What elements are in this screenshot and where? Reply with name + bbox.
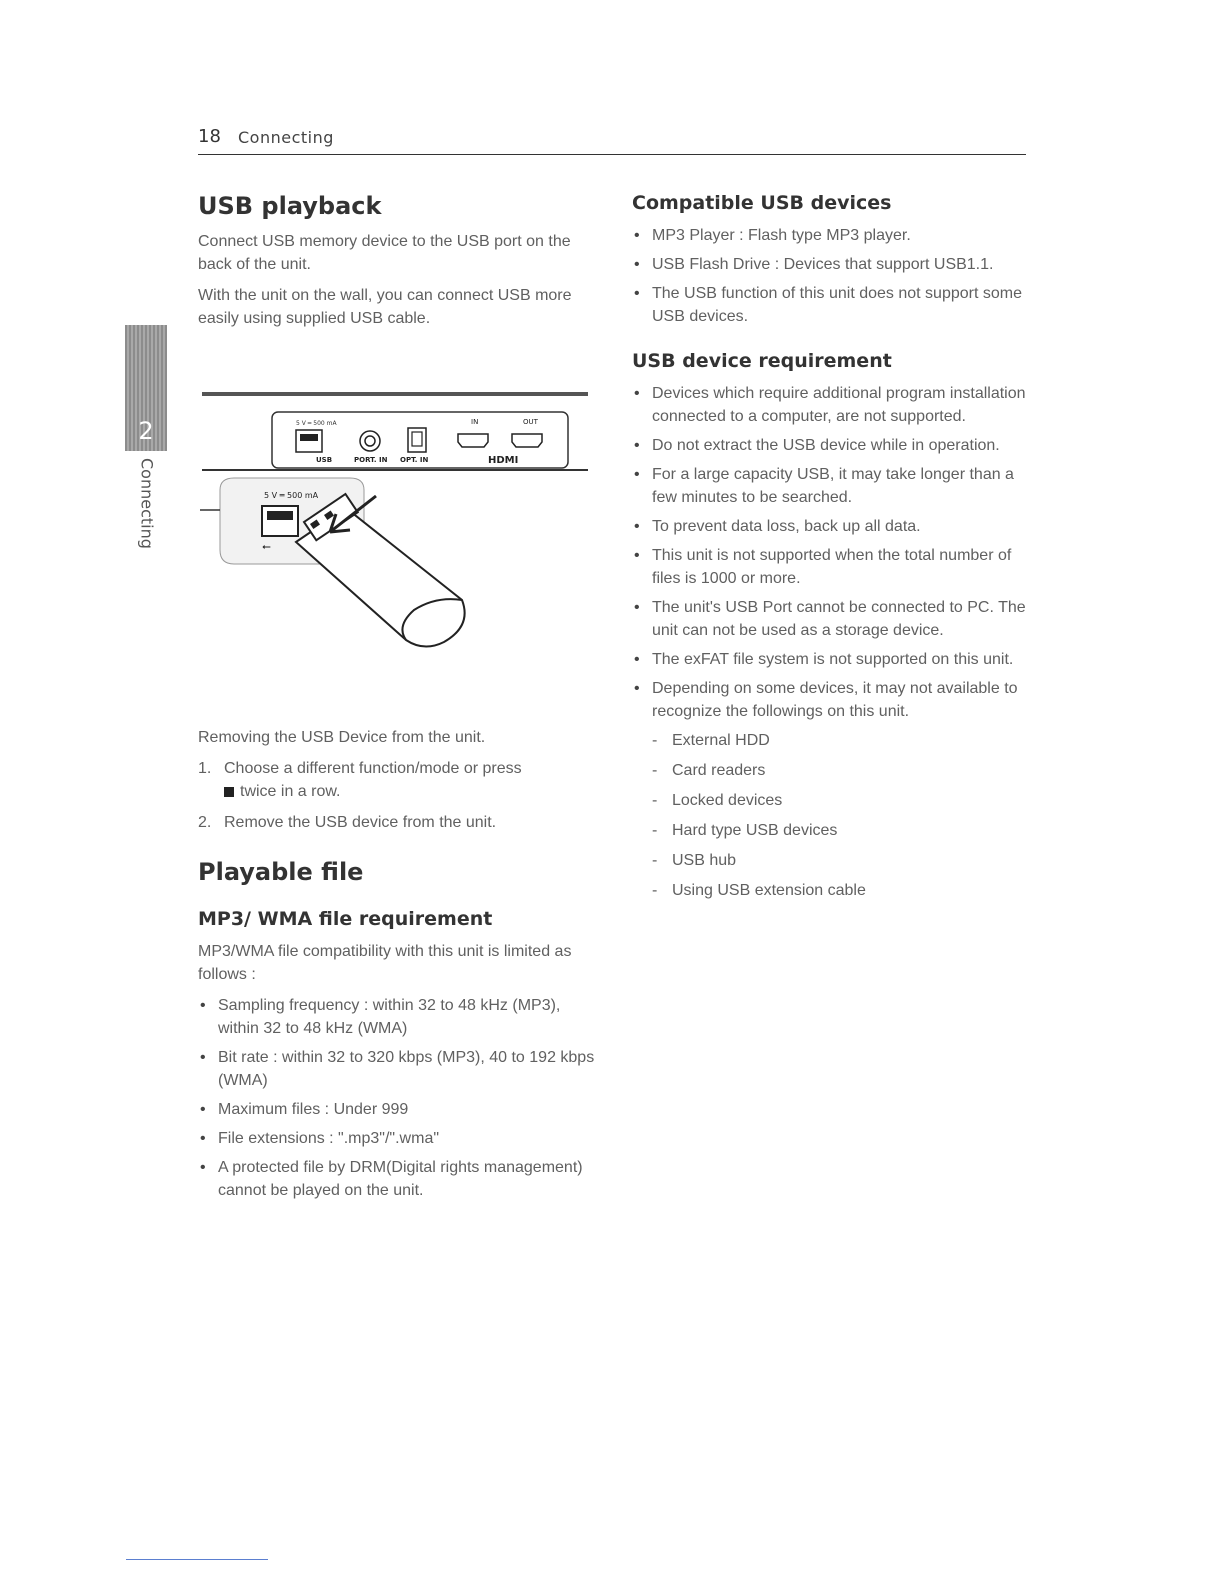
port-usb-label: USB xyxy=(316,456,333,464)
list-item: • The USB function of this unit does not support some USB devices. xyxy=(632,282,1032,328)
removal-section xyxy=(198,726,598,842)
requirement-heading: USB device requirement xyxy=(632,350,892,372)
stop-icon xyxy=(224,787,234,797)
compatible-heading: Compatible USB devices xyxy=(632,192,892,214)
list-item: • To prevent data loss, back up all data. xyxy=(632,515,1032,538)
hdmi-out-label: OUT xyxy=(523,418,538,426)
usb-playback-paragraph: With the unit on the wall, you can connect USB more easily using supplied USB cable. xyxy=(198,287,572,327)
requirement-list xyxy=(632,382,1032,723)
usb-symbol-icon: ⭠ xyxy=(262,540,271,553)
list-item: • A protected file by DRM(Digital rights management) cannot be played on the unit. xyxy=(198,1156,598,1202)
removal-step: 1. Choose a different function/mode or press twice in a row. xyxy=(198,760,522,800)
hdmi-in-label: IN xyxy=(471,418,479,426)
zoom-usb-port-icon xyxy=(262,506,298,536)
list-item: • Depending on some devices, it may not available to recognize the followings on this unit. xyxy=(632,677,1032,723)
chapter-tab xyxy=(125,325,167,451)
chapter-number: 2 xyxy=(138,417,154,445)
playable-file-section xyxy=(198,858,598,1208)
mp3-wma-list xyxy=(198,994,598,1202)
usb-port-diagram xyxy=(200,390,590,670)
list-item: • Sampling frequency : within 32 to 48 kHz (MP3), within 32 to 48 kHz (WMA) xyxy=(198,994,598,1040)
page-header xyxy=(198,124,1026,155)
list-item: - External HDD xyxy=(632,729,1032,752)
hdmi-label: HDMI xyxy=(488,455,519,466)
left-column xyxy=(198,192,598,338)
usb-playback-heading: USB playback xyxy=(198,192,382,220)
port-voltage-label: 5 V ═ 500 mA xyxy=(296,420,337,427)
removal-intro: Removing the USB Device from the unit. xyxy=(198,729,486,746)
removal-steps xyxy=(198,757,598,834)
list-item: - Card readers xyxy=(632,759,1032,782)
usb-flash-drive-icon xyxy=(296,494,465,647)
mp3-wma-intro: MP3/WMA file compatibility with this unit is limited as follows : xyxy=(198,943,572,983)
opt-in-label: OPT. IN xyxy=(400,456,429,464)
unsupported-device-list xyxy=(632,729,1032,902)
port-in-label: PORT. IN xyxy=(354,456,388,464)
list-item: • File extensions : ".mp3"/".wma" xyxy=(198,1127,598,1150)
playable-file-heading: Playable file xyxy=(198,858,364,886)
hdmi-in-port-icon xyxy=(458,434,488,447)
chapter-side-label xyxy=(132,458,162,568)
list-item: • The unit's USB Port cannot be connected to PC. The unit can not be used as a storage device. xyxy=(632,596,1032,642)
list-item: - Using USB extension cable xyxy=(632,879,1032,902)
compatible-list xyxy=(632,224,1032,328)
list-item: • For a large capacity USB, it may take longer than a few minutes to be searched. xyxy=(632,463,1032,509)
zoom-voltage-label: 5 V ═ 500 mA xyxy=(264,491,319,500)
list-item: • Do not extract the USB device while in operation. xyxy=(632,434,1032,457)
list-item: • This unit is not supported when the total number of files is 1000 or more. xyxy=(632,544,1032,590)
right-column xyxy=(632,192,1032,909)
usb-playback-paragraph: Connect USB memory device to the USB port on the back of the unit. xyxy=(198,233,571,273)
list-item: - Locked devices xyxy=(632,789,1032,812)
list-item: • Bit rate : within 32 to 320 kbps (MP3), 40 to 192 kbps (WMA) xyxy=(198,1046,598,1092)
chapter-side-label-text: Connecting xyxy=(137,458,157,549)
removal-step: 2. Remove the USB device from the unit. xyxy=(198,814,497,831)
mp3-wma-heading: MP3/ WMA file requirement xyxy=(198,908,493,930)
list-item: • Devices which require additional program installation connected to a computer, are not supported. xyxy=(632,382,1032,428)
usb-connection-illustration xyxy=(200,390,590,670)
list-item: - Hard type USB devices xyxy=(632,819,1032,842)
section-title: Connecting xyxy=(238,128,334,147)
list-item: • The exFAT file system is not supported on this unit. xyxy=(632,648,1032,671)
page-number: 18 xyxy=(198,126,221,147)
list-item: • Maximum files : Under 999 xyxy=(198,1098,598,1121)
list-item: • USB Flash Drive : Devices that support USB1.1. xyxy=(632,253,1032,276)
list-item: - USB hub xyxy=(632,849,1032,872)
list-item: • MP3 Player : Flash type MP3 player. xyxy=(632,224,1032,247)
hdmi-out-port-icon xyxy=(512,434,542,447)
footer-rule xyxy=(126,1559,268,1560)
